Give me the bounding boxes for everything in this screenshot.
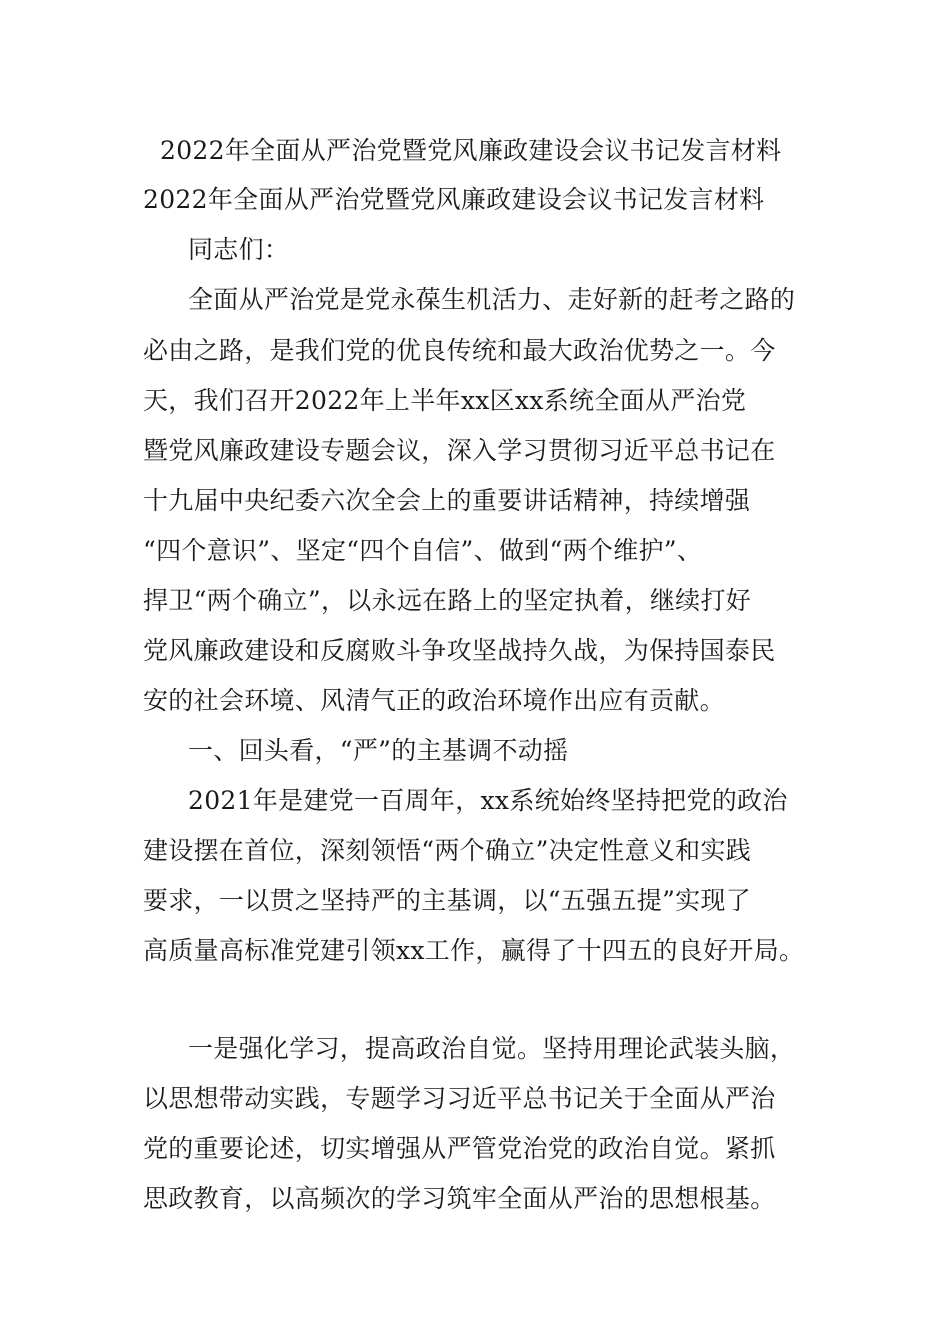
- section-heading-1: 一、回头看，“严”的主基调不动摇: [188, 736, 569, 765]
- paragraph-2-line: 建设摆在首位，深刻领悟“两个确立”决定性意义和实践: [143, 836, 752, 865]
- paragraph-1-line: 必由之路，是我们党的优良传统和最大政治优势之一。今: [143, 336, 776, 365]
- paragraph-1-line: “四个意识”、坚定“四个自信”、做到“两个维护”、: [143, 536, 703, 565]
- paragraph-1-line: 暨党风廉政建设专题会议，深入学习贯彻习近平总书记在: [143, 436, 776, 465]
- document-title-line-1: 2022年全面从严治党暨党风廉政建设会议书记发言材料: [160, 136, 782, 165]
- paragraph-3-line: 思政教育，以高频次的学习筑牢全面从严治的思想根基。: [143, 1184, 776, 1213]
- paragraph-2-line: 2021年是建党一百周年，xx系统始终坚持把党的政治: [188, 786, 788, 815]
- salutation: 同志们：: [188, 235, 290, 264]
- paragraph-2-line: 要求，一以贯之坚持严的主基调，以“五强五提”实现了: [143, 886, 752, 915]
- paragraph-1-line: 党风廉政建设和反腐败斗争攻坚战持久战，为保持国泰民: [143, 636, 776, 665]
- paragraph-1-line: 十九届中央纪委六次全会上的重要讲话精神，持续增强: [143, 486, 751, 515]
- paragraph-3-line: 一是强化学习，提高政治自觉。坚持用理论武装头脑，: [188, 1034, 796, 1063]
- paragraph-1-line: 捍卫“两个确立”，以永远在路上的坚定执着，继续打好: [143, 586, 752, 615]
- paragraph-1-line: 安的社会环境、风清气正的政治环境作出应有贡献。: [143, 686, 725, 715]
- document-title-line-2: 2022年全面从严治党暨党风廉政建设会议书记发言材料: [143, 185, 765, 214]
- paragraph-2-line: 高质量高标准党建引领xx工作，赢得了十四五的良好开局。: [143, 936, 805, 965]
- paragraph-1-line: 全面从严治党是党永葆生机活力、走好新的赶考之路的: [188, 285, 796, 314]
- paragraph-3-line: 党的重要论述，切实增强从严管党治党的政治自觉。紧抓: [143, 1134, 776, 1163]
- paragraph-1-line: 天，我们召开2022年上半年xx区xx系统全面从严治党: [143, 386, 747, 415]
- paragraph-3-line: 以思想带动实践，专题学习习近平总书记关于全面从严治: [143, 1084, 776, 1113]
